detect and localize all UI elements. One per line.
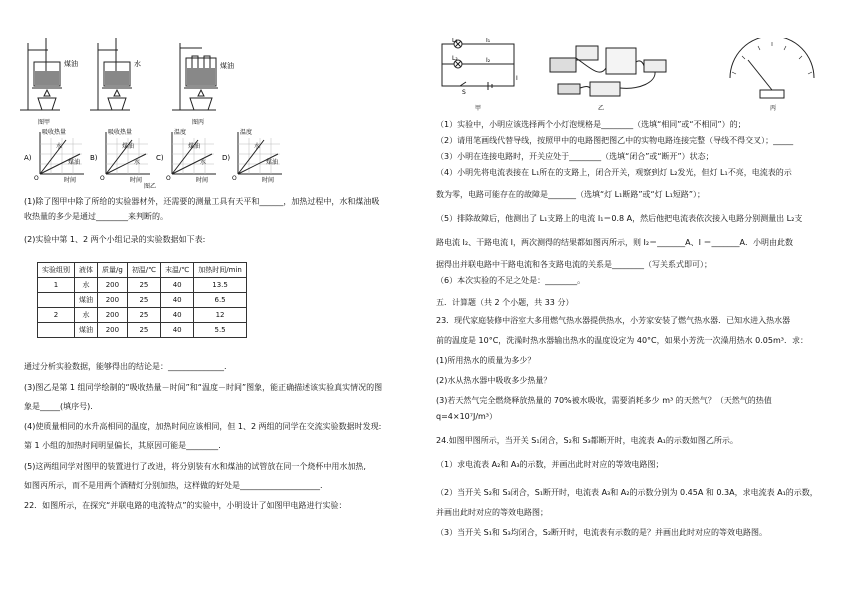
section-5-title: 五．计算题（共 2 个小题，共 33 分） [436,298,574,307]
graph-a-letter: A) [24,154,32,162]
caption-circuit-jia: 甲 [475,105,482,112]
label-water: 水 [134,60,141,68]
item-4-line-1: （4）小明先将电流表接在 L₁所在的支路上，闭合开关，观察到灯 L₂发光，但灯 L₁不亮，电流表的示 [436,168,792,177]
graph-c-letter: C) [156,154,164,162]
graph-a-x-label: 时间 [64,177,77,184]
graph-b-series-1-label: 煤油 [122,143,135,150]
question-22-intro: 22．如图所示，在探究“并联电路的电流特点”的实验中，小明设计了如图甲电路进行实验： [24,501,347,510]
table-cell: 200 [98,323,128,338]
question-24-part-3: （3）当开关 S₁和 S₃均闭合，S₂断开时，电流表有示数的是？并画出此时对应的等效电路图。 [436,528,768,537]
question-1-line-2: 收热量的多少是通过________来判断的。 [24,212,168,221]
apparatus-figure [20,38,250,128]
graph-c-y-label: 温度 [174,129,187,136]
table-cell: 5.5 [194,323,247,338]
question-23-part-1: (1)所用热水的质量为多少？ [436,356,536,365]
label-oil-1: 煤油 [64,60,78,68]
table-header-row [38,263,247,278]
question-1-line-1: (1)除了图甲中除了所给的实验器材外，还需要的测量工具有天平和______，加热过程中，水和煤油吸 [24,197,380,206]
graph-d-x-label: 时间 [262,177,275,184]
experiment-table [37,262,247,338]
table-cell: 40 [161,308,194,323]
table-cell: 煤油 [75,293,98,308]
table-cell: 25 [127,308,160,323]
graph-b-series-2-label: 水 [134,159,141,166]
table-cell: 水 [75,278,98,293]
table-row [38,308,247,323]
graph-a-series-1-label: 水 [56,143,63,150]
label-oil-2: 煤油 [220,62,234,70]
table-cell [38,323,75,338]
item-1: （1）实验中，小明应该选择两个小灯泡规格是________（选填“相同”或“不相同”）的； [436,120,746,129]
table-row [38,293,247,308]
lamp-L2-label: L₂ [452,55,458,62]
item-4-line-2: 数为零，电路可能存在的故障是_______（选填“灯 L₁断路”或“灯 L₁短路”）； [436,190,705,199]
table-cell: 40 [161,293,194,308]
graph-d-origin: O [232,175,237,182]
question-23-part-2: (2)水从热水器中吸收多少热量？ [436,376,552,385]
table-cell: 25 [127,278,160,293]
table-header-cell: 初温/℃ [127,263,160,278]
question-24-part-2: （2）当开关 S₂和 S₃闭合，S₁断开时，电流表 A₃和 A₂的示数分别为 0.45A 和 0.3A，求电流表 A₁的示数， [436,488,818,497]
item-3: （3）小明在连接电路时，开关应处于________（选填“闭合”或“断开”）状态； [436,152,714,161]
table-row [38,323,247,338]
question-5-line-2: 如图丙所示，而不是用两个酒精灯分别加热，这样做的好处是____________________. [24,481,323,490]
graph-d-y-label: 温度 [240,129,253,136]
switch-S-label: S [462,89,466,96]
graph-c-x-label: 时间 [196,177,209,184]
table-cell: 12 [194,308,247,323]
table-cell: 40 [161,323,194,338]
table-cell: 200 [98,293,128,308]
caption-circuit-yi: 乙 [598,105,605,112]
graph-a-series-2-label: 煤油 [68,159,81,166]
question-24-part-1: （1）求电流表 A₂和 A₃的示数，并画出此时对应的等效电路图； [436,460,664,469]
item-2: （2）请用笔画线代替导线，按照甲中的电路图把图乙中的实物电路连接完整（导线不得交叉）；_____ [436,136,794,145]
graph-c-series-2-label: 水 [200,159,207,166]
current-I-label: I [516,75,518,82]
caption-bing: 图丙 [192,119,205,126]
graph-d-letter: D) [222,154,231,162]
question-2-conclusion: 通过分析实验数据，能够得出的结论是：______________. [24,362,227,371]
table-header-cell: 质量/g [98,263,128,278]
item-5-line-2: 路电流 I₂、干路电流 I，两次测得的结果都如图丙所示，则 I₂＝_______A、I ＝_______A．小明由此数 [436,238,793,247]
question-24: 24.如图甲图所示，当开关 S₁闭合，S₂和 S₃都断开时，电流表 A₁的示数如图乙所示。 [436,436,738,445]
question-23-line-2: 前的温度是 10°C，洗澡时热水器输出热水的温度设定为 40°C，如果小芳洗一次澡用热水 0.05m³．求： [436,336,808,345]
graph-a-y-label: 吸收热量 [42,129,67,136]
caption-jia: 图甲 [38,119,51,126]
graph-b-y-label: 吸收热量 [108,129,133,136]
table-row [38,278,247,293]
caption-yi: 图乙 [144,183,157,190]
table-header-cell: 实验组别 [38,263,75,278]
question-2: (2)实验中第 1、2 两个小组记录的实验数据如下表: [24,235,206,244]
table-cell [38,293,75,308]
caption-ammeter-bing: 丙 [770,105,777,112]
graph-c-series-1-label: 煤油 [188,143,201,150]
graph-d-series-2-label: 煤油 [266,159,279,166]
question-23-part-3-line-2: q=4×10⁷J/m³） [436,412,498,421]
question-4-line-2: 第 1 小组的加热时间明显偏长，其原因可能是________. [24,441,221,450]
current-I1-label: I₁ [486,38,491,44]
graph-b-x-label: 时间 [130,177,143,184]
table-cell: 200 [98,308,128,323]
table-cell: 1 [38,278,75,293]
table-cell: 水 [75,308,98,323]
table-cell: 40 [161,278,194,293]
question-23-part-3: (3)若天然气完全燃烧释放热量的 70%被水吸收，需要消耗多少 m³ 的天然气？（天然气的热值 [436,396,772,405]
graph-b-letter: B) [90,154,98,162]
item-5-line-3: 据得出并联电路中干路电流和各支路电流的关系是________（写关系式即可）； [436,260,712,269]
question-3-line-2: 象是_____(填序号). [24,402,93,411]
current-I2-label: I₂ [486,57,491,64]
table-cell: 13.5 [194,278,247,293]
question-5-line-1: (5)这两组同学对图甲的装置进行了改进，将分别装有水和煤油的试管放在同一个烧杯中用水加热, [24,462,366,471]
lamp-L1-label: L₁ [452,38,458,44]
table-cell: 6.5 [194,293,247,308]
table-cell: 200 [98,278,128,293]
graph-c-origin: O [166,175,171,182]
item-6: （6）本次实验的不足之处是：________。 [436,276,586,285]
question-3-line-1: (3)图乙是第 1 组同学绘制的“吸收热量－时间”和“温度－时间”图象，能正确描述该实验真实情况的图 [24,383,383,392]
circuit-figure [430,38,830,113]
graphs-figure [24,128,294,190]
table-cell: 2 [38,308,75,323]
item-5-line-1: （5）排除故障后，他测出了 L₁支路上的电流 I₁＝0.8 A，然后他把电流表依次接入电路分别测量出 L₂支 [436,214,803,223]
table-cell: 25 [127,293,160,308]
table-header-cell: 加热时间/min [194,263,247,278]
graph-d-series-1-label: 水 [254,143,261,150]
question-4-line-1: (4)使质量相同的水升高相同的温度，加热时间应该相同，但 1、2 两组的同学在交流实验数据时发现: [24,422,382,431]
table-header-cell: 末温/℃ [161,263,194,278]
question-23-line-1: 23．现代家庭装修中浴室大多用燃气热水器提供热水，小芳家安装了燃气热水器．已知水进入热水器 [436,316,791,325]
table-cell: 煤油 [75,323,98,338]
graph-b-origin: O [100,175,105,182]
question-24-part-2-line-2: 并画出此时对应的等效电路图； [436,508,548,517]
table-cell: 25 [127,323,160,338]
table-header-cell: 液体 [75,263,98,278]
graph-a-origin: O [34,175,39,182]
